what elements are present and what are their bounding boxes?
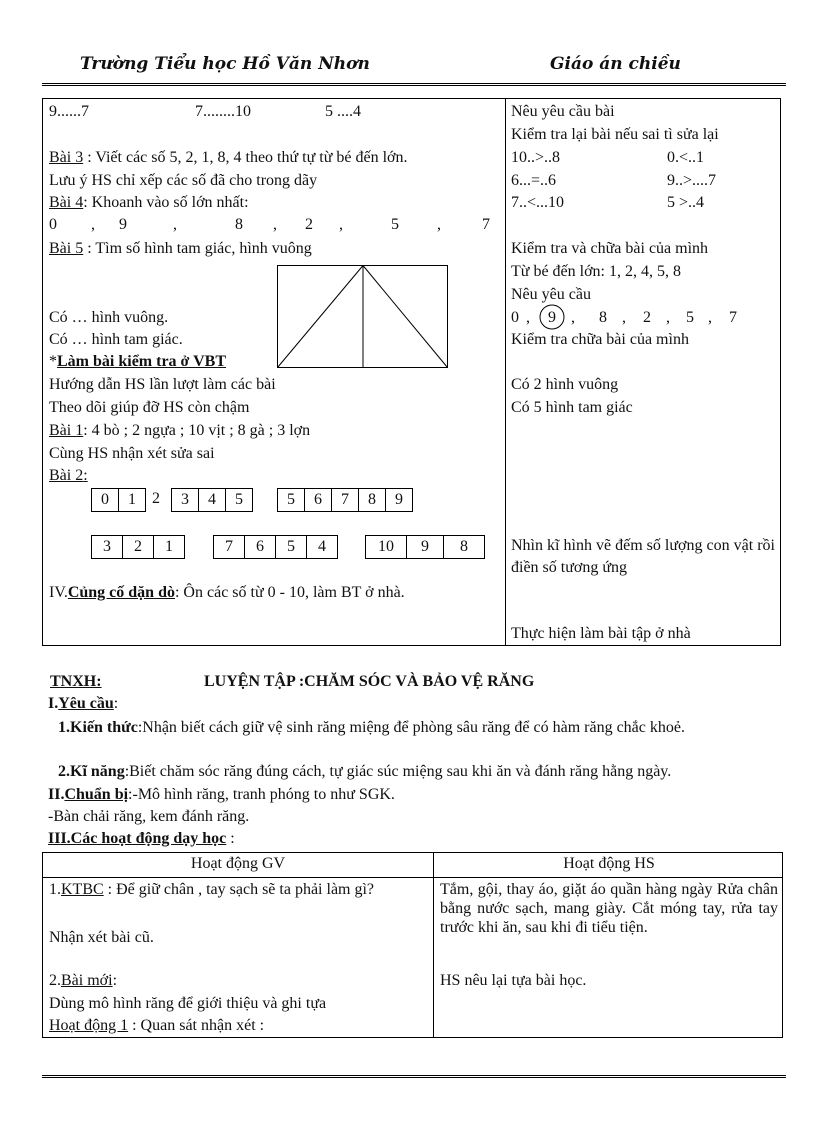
bai5-text: : Tìm số hình tam giác, hình vuông: [83, 240, 312, 257]
yc-colon: :: [113, 695, 119, 712]
compare-3: 5 ....4: [325, 103, 361, 120]
lesson-table-1: [42, 98, 781, 646]
cb-text: :-Mô hình răng, tranh phóng to như SGK.: [128, 786, 395, 803]
bai5-line: [49, 238, 312, 260]
neu-yeu-cau-2: Nêu yêu cầu: [511, 286, 591, 303]
bai4-num: 2: [305, 216, 313, 233]
bai2-label: Bài 2: [49, 467, 84, 484]
yeu-cau-heading: [48, 695, 118, 713]
bai1-line: [49, 420, 310, 442]
iv-text: : Ôn các số từ 0 - 10, làm BT ở nhà.: [174, 584, 405, 601]
bai4-comma: ,: [339, 216, 343, 233]
kt-label: 1.Kiến thức: [58, 719, 138, 736]
iv-line: [49, 582, 405, 604]
answer-3b: 5 >..4: [667, 194, 705, 211]
ans-num: 0: [511, 309, 519, 326]
gv-nhanxet: Nhận xét bài cũ.: [49, 929, 154, 946]
number-box-row: [91, 488, 146, 512]
baimoi-colon: :: [112, 972, 118, 989]
hd1-label: Hoạt động 1: [49, 1017, 129, 1034]
bai1-text: : 4 bò ; 2 ngựa ; 10 vịt ; 8 gà ; 3 lợn: [83, 422, 311, 439]
number-box: 3: [92, 536, 123, 558]
bai3-text: : Viết các số 5, 2, 1, 8, 4 theo thứ tự từ bé đến lớn.: [83, 149, 408, 166]
lesson-table-2: [42, 852, 783, 1038]
circle-mark: [538, 303, 566, 331]
co-5-tamgiac: Có 5 hình tam giác: [511, 399, 633, 416]
gv-hd1: [49, 1016, 264, 1035]
ans-num: 2: [643, 309, 651, 326]
bai4-comma: ,: [173, 216, 177, 233]
compare-1: 9......7: [49, 103, 89, 120]
kien-thuc: [48, 717, 780, 739]
circled-nine: 9: [548, 309, 556, 326]
number-box: 5: [235, 491, 243, 508]
number-box-row: [365, 535, 485, 559]
co-vuong: Có … hình vuông.: [49, 309, 169, 326]
bai4-num: 0: [49, 216, 57, 233]
huongdan: Hướng dẫn HS lần lượt làm các bài: [49, 376, 276, 393]
ans-num: 7: [729, 309, 737, 326]
chuan-bi: [48, 786, 395, 804]
ans-comma: ,: [622, 309, 626, 326]
iv-prefix: IV.: [49, 584, 68, 601]
col-header-gv: Hoạt động GV: [190, 855, 286, 872]
footer-rule: [42, 1075, 786, 1078]
kiemtra-chua-2: Kiểm tra chữa bài của mình: [511, 331, 689, 348]
bai4-comma: ,: [437, 216, 441, 233]
ans-comma: ,: [526, 309, 530, 326]
bai3-label: Bài 3: [49, 149, 84, 166]
co-2-vuong: Có 2 hình vuông: [511, 376, 619, 393]
number-box: 0: [92, 489, 119, 511]
col-header-hs: Hoạt động HS: [563, 855, 655, 872]
bai1-label: Bài 1: [49, 422, 84, 439]
luuy-line: Lưu ý HS chỉ xếp các số đã cho trong dãy: [49, 172, 318, 189]
bai4-num: 7: [482, 216, 490, 233]
answer-1b: 0.<..1: [667, 149, 705, 166]
number-box: 1: [128, 491, 136, 508]
circled-answer-row: [511, 307, 771, 329]
number-box-row: [91, 535, 185, 559]
bai2-colon: :: [83, 467, 88, 484]
hd1-text: : Quan sát nhận xét :: [128, 1017, 265, 1034]
bai4-num: 8: [235, 216, 243, 233]
table2-divider: [433, 853, 434, 1037]
number-box: 1: [165, 538, 173, 555]
compare-2: 7........10: [195, 103, 251, 120]
number-loose: 2: [152, 490, 160, 507]
square-triangle-figure: [277, 265, 449, 369]
number-box: 9: [407, 536, 444, 558]
number-box: 6: [305, 489, 332, 511]
ans-comma: ,: [666, 309, 670, 326]
number-box: 3: [172, 489, 199, 511]
cunghs: Cùng HS nhận xét sửa sai: [49, 445, 215, 462]
gv-baimoi: [49, 971, 117, 990]
kiemtra-lai: Kiểm tra lại bài nếu sai tì sửa lại: [511, 126, 719, 143]
bai4-num: 9: [119, 216, 127, 233]
number-box: 2: [123, 536, 154, 558]
ki-nang: [58, 763, 671, 781]
gv-dung: Dùng mô hình răng để giới thiệu và ghi tựa: [49, 995, 327, 1012]
bai5-label: Bài 5: [49, 240, 84, 257]
lesson-title: LUYỆN TẬP :CHĂM SÓC VÀ BẢO VỆ RĂNG: [204, 673, 535, 690]
ans-num: 5: [686, 309, 694, 326]
bai4-label: Bài 4: [49, 194, 84, 211]
answer-3a: 7..<...10: [511, 194, 565, 211]
iv-label: Củng cố dặn dò: [67, 584, 175, 601]
kt-text: :Nhận biết cách giữ vệ sinh răng miệng để phòng sâu răng để có hàm răng chắc khoẻ.: [137, 719, 685, 736]
ktbc-label: KTBC: [61, 881, 104, 898]
ans-comma: ,: [571, 309, 575, 326]
number-box: 7: [214, 536, 245, 558]
bai3-line: [49, 147, 408, 169]
hs-nhac: HS nêu lại tựa bài học.: [440, 972, 587, 989]
cb-label: Chuẩn bị: [64, 786, 129, 803]
ans-num: 8: [599, 309, 607, 326]
hs-answer: Tắm, gội, thay áo, giặt áo quần hàng ngày Rửa chân bằng nước sạch, mang giày. Cắt móng tay, rửa tay trước khi ăn, sau khi đi tiểu tiện.: [440, 881, 778, 936]
number-box: 6: [245, 536, 276, 558]
kiemtra-label: Làm bài kiểm tra ở VBT: [57, 353, 227, 370]
theodoi: Theo dõi giúp đỡ HS còn chậm: [49, 399, 250, 416]
table2-header-rule: [43, 877, 782, 878]
number-box-row: [171, 488, 253, 512]
chuan-bi-2: -Bàn chải răng, kem đánh răng.: [48, 808, 250, 825]
hoat-dong-heading: [48, 830, 235, 848]
number-box-row: [213, 535, 338, 559]
number-box: 4: [199, 489, 226, 511]
number-box: 8: [460, 538, 468, 555]
bai4-comma: ,: [91, 216, 95, 233]
answer-2a: 6...=..6: [511, 172, 557, 189]
header-rule: [42, 83, 786, 86]
number-box: 4: [318, 538, 326, 555]
nhin-ki: Nhìn kĩ hình vẽ đếm số lượng con vật rồi điền số tương ứng: [511, 537, 775, 576]
yc-label: Yêu cầu: [58, 695, 114, 712]
kiemtra-chua: Kiểm tra và chữa bài của mình: [511, 240, 709, 257]
table1-divider: [505, 99, 506, 645]
baimoi-label: Bài mới: [61, 972, 113, 989]
number-box: 9: [395, 491, 403, 508]
number-box: 5: [276, 536, 307, 558]
co-tamgiac: Có … hình tam giác.: [49, 331, 183, 348]
answer-2b: 9..>....7: [667, 172, 717, 189]
ktbc-text: : Để giữ chân , tay sạch sẽ ta phải làm gì?: [103, 881, 375, 898]
kn-label: 2.Kĩ năng: [58, 763, 125, 780]
hd-colon: :: [226, 830, 235, 847]
subject-label: TNXH:: [50, 673, 102, 690]
number-box: 5: [278, 489, 305, 511]
bai4-comma: ,: [273, 216, 277, 233]
gv-ktbc: [49, 880, 427, 899]
header-school: Trường Tiểu học Hồ Văn Nhơn: [80, 54, 370, 74]
header-title: Giáo án chiều: [550, 54, 681, 74]
number-box-row: [277, 488, 413, 512]
number-box: 8: [359, 489, 386, 511]
number-box: 7: [332, 489, 359, 511]
thuc-hien: Thực hiện làm bài tập ở nhà: [511, 625, 691, 642]
neu-yeu-cau: Nêu yêu cầu bài: [511, 103, 615, 120]
answer-1a: 10..>..8: [511, 149, 561, 166]
kiemtra-star: *: [49, 353, 57, 370]
bai4-text: : Khoanh vào số lớn nhất:: [83, 194, 249, 211]
kiemtra-vbt: [49, 351, 226, 373]
baimoi-prefix: 2.: [49, 972, 61, 989]
yc-prefix: I.: [48, 695, 59, 712]
ktbc-prefix: 1.: [49, 881, 61, 898]
bai2-line: [49, 465, 88, 487]
number-box: 10: [366, 536, 407, 558]
bai4-num: 5: [391, 216, 399, 233]
ans-comma: ,: [708, 309, 712, 326]
cb-prefix: II.: [48, 786, 65, 803]
kn-text: :Biết chăm sóc răng đúng cách, tự giác súc miệng sau khi ăn và đánh răng hằng ngày.: [124, 763, 672, 780]
hd-label: III.Các hoạt động dạy học: [48, 830, 227, 847]
bai4-line: [49, 192, 249, 214]
tu-be: Từ bé đến lớn: 1, 2, 4, 5, 8: [511, 263, 681, 280]
